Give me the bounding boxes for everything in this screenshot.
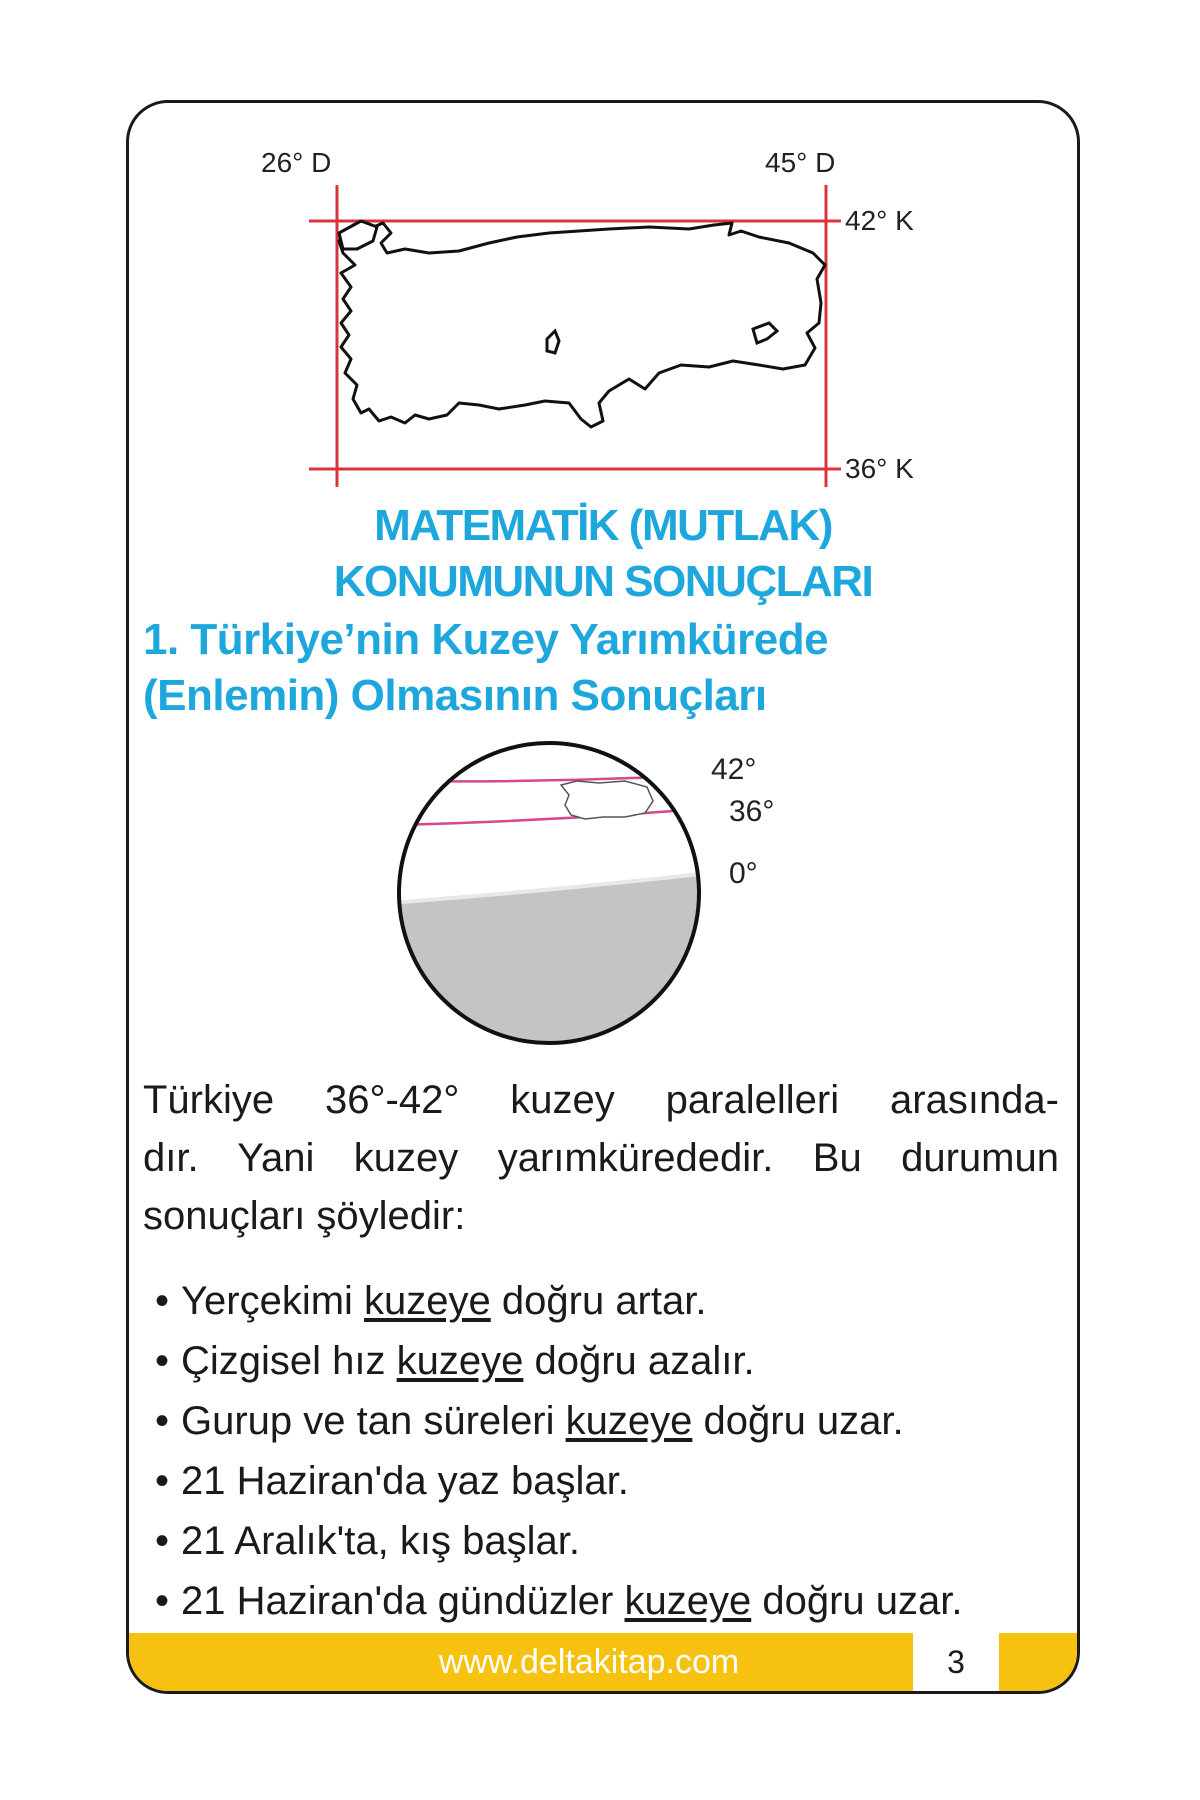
website-link[interactable]: www.deltakitap.com	[438, 1643, 740, 1681]
latitude-42-label: 42° K	[845, 205, 914, 236]
underlined-word: kuzeye	[565, 1399, 693, 1443]
section-title-line2: KONUMUNUN SONUÇLARI	[333, 557, 873, 606]
list-item: • Çizgisel hız kuzeye doğru azalır.	[155, 1339, 755, 1383]
flashcard	[126, 100, 1080, 1694]
body-paragraph	[143, 1071, 1059, 1245]
list-item: • Yerçekimi kuzeye doğru artar.	[155, 1279, 707, 1323]
longitude-26-label: 26° D	[261, 147, 332, 178]
longitude-45-label: 45° D	[765, 147, 836, 178]
footer-bar	[129, 1633, 1077, 1691]
globe-label-36: 36°	[729, 795, 775, 828]
section-title-line1: MATEMATİK (MUTLAK)	[374, 501, 832, 550]
paragraph-line1: Türkiye 36°-42° kuzey paralelleri arasında-	[143, 1078, 1059, 1122]
globe-label-42: 42°	[711, 753, 757, 786]
globe-label-0: 0°	[729, 857, 758, 890]
page-number-box	[913, 1633, 999, 1691]
list-item: • 21 Aralık'ta, kış başlar.	[155, 1519, 580, 1563]
underlined-word: kuzeye	[396, 1339, 524, 1383]
list-item: • 21 Haziran'da yaz başlar.	[155, 1459, 629, 1503]
list-item: • 21 Haziran'da gündüzler kuzeye doğru uzar.	[155, 1579, 963, 1623]
results-list	[155, 1271, 1065, 1631]
underlined-word: kuzeye	[364, 1279, 491, 1323]
paragraph-line2: dır. Yani kuzey yarımkürededir. Bu durumun	[143, 1136, 1059, 1180]
page-number: 3	[947, 1644, 965, 1680]
subheading-line2: (Enlemin) Olmasının Sonuçları	[143, 671, 767, 720]
paragraph-line3: sonuçları şöyledir:	[143, 1194, 466, 1238]
underlined-word: kuzeye	[624, 1579, 752, 1623]
globe-diagram	[389, 721, 789, 1086]
subheading-line1: 1. Türkiye’nin Kuzey Yarımkürede	[143, 615, 829, 664]
latitude-36-label: 36° K	[845, 453, 914, 484]
turkey-map	[129, 103, 1077, 503]
list-item: • Gurup ve tan süreleri kuzeye doğru uzar.	[155, 1399, 904, 1443]
